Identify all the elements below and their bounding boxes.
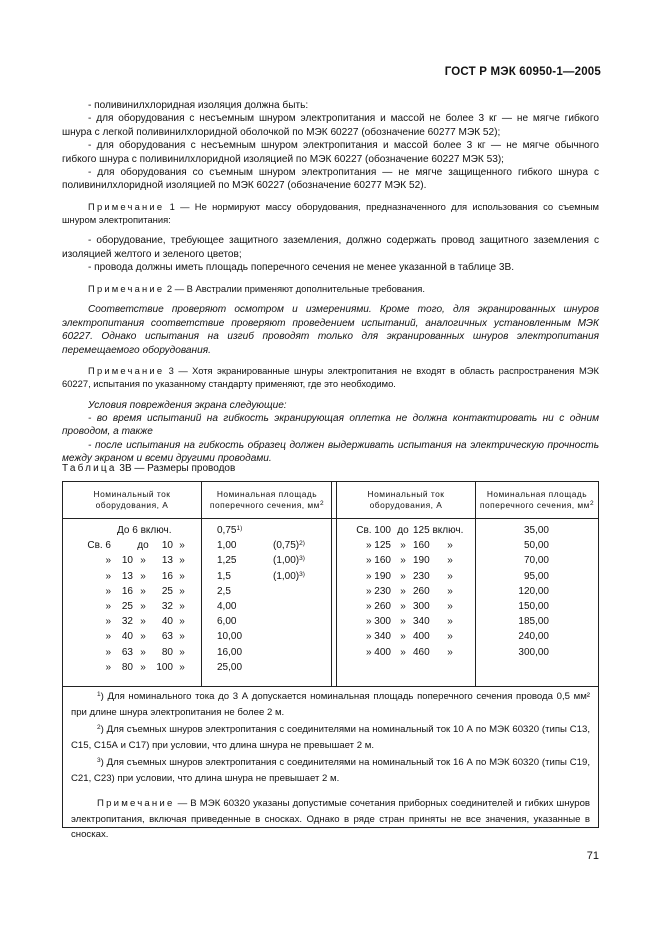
note-label: Примечание [88,365,165,377]
current-to: 260 [413,585,430,597]
current-to: 25 [161,585,173,597]
range-word: » [400,570,406,582]
current-prefix: » [105,631,111,643]
footnote [71,755,590,786]
area-alt-value: $(1,00)^{3)}$ [273,570,305,582]
paragraph: - оборудование, требующее защитного заземления, должно содержать провод защитного заземления с изоляцией желтого и зеленого цветов; [62,235,599,260]
range-word: » [400,585,406,597]
current-from: 25 [121,601,133,612]
current-prefix: » [105,555,111,567]
current-prefix: » 190 [365,570,391,582]
current-to: 340 [413,616,430,628]
paragraph: - провода должны иметь площадь поперечного сечения не менее указанной в таблице 3В. [88,262,515,274]
paragraph: - поливинилхлоридная изоляция должна быть: [88,100,309,111]
ditto-mark: » [179,616,185,628]
paragraph: - для оборудования с несъемным шнуром электропитания и массой не более 3 кг — не мягче гибкого шнура с легкой поливинилхлоридной оболочкой по МЭК 60227 (обозначение 60277 МЭК 52); [62,113,599,138]
header-sup: 2 [589,500,595,507]
current-to: 230 [413,570,430,582]
current-prefix: » [105,661,111,673]
current-to: 63 [161,631,173,643]
range-word: » [140,631,146,643]
table-divider [63,686,598,687]
ditto-mark: » [447,555,453,567]
area-value: 240,00 [518,631,549,643]
current-from: 16 [121,585,133,597]
note-3 [62,365,599,391]
note-text: 1 — Не нормируют массу оборудования, предназначенного для использования со съемным шнуром электропитания: [62,200,599,225]
range-word: » [400,631,406,643]
current-to: 160 [413,540,430,552]
note-text: 3 — Хотя экранированные шнуры электропитания не входят в область распространения МЭК 60227, испытания по указанному стандарту применяют, где это необходимо. [62,365,599,389]
compliance-paragraph: Соответствие проверяют осмотром и измерениями. Кроме того, для экранированных шнуров электропитания соответствие проверяют проведением испытаний, аналогичных установленным МЭК 60227. Однако испытания на изгиб проводят только для экранированных шнуров электропитания перемещаемого оборудования. [62,304,599,356]
note-text: — В МЭК 60320 указаны допустимые сочетания приборных соединителей и гибких шнуров электропитания, включая приведенные в сносках. Однако в ряде стран приняты не все значения, указанные в сносках. [71,798,590,840]
area-value: 1,00 [217,540,237,552]
note-2 [62,283,599,296]
footnote-ref: 1) [236,525,243,532]
area-value: 25,00 [217,661,243,673]
area-value: 10,00 [217,631,243,643]
footnote-mark: 3 [97,757,101,764]
range-word: » [140,616,146,628]
current-from: 10 [121,555,133,567]
note-label: Примечание [88,200,165,212]
paragraph: Условия повреждения экрана следующие: [88,399,287,411]
column-header: Номинальный ток оборудования, А [367,489,445,510]
range-word: до [397,525,409,536]
column-header [203,489,331,511]
area-alt-value: $(1,00)^{3)}$ [273,555,305,567]
range-word: » [400,646,406,658]
ditto-mark: » [447,631,453,643]
wire-size-table [62,481,599,840]
footnote-ref: 2) [299,540,305,548]
table-note [71,796,590,843]
footnote-text: ) Для номинального тока до 3 А допускается номинальная площадь поперечного сечения провода 0,5 мм² при длине шнура электропитания не более 2 м. [71,691,590,718]
ditto-mark: » [179,631,185,643]
area-value: 300,00 [518,646,549,658]
area-value: 185,00 [518,616,549,628]
current-prefix: » [105,616,111,628]
current-prefix: » 300 [365,616,391,628]
document-header: ГОСТ Р МЭК 60950-1—2005 [444,66,601,78]
current-to: 13 [161,555,173,567]
current-from: 32 [121,616,133,628]
column-header [477,489,597,511]
area-value: 150,00 [518,601,549,612]
ditto-mark: » [179,601,185,612]
paragraph: - для оборудования со съемным шнуром электропитания — не мягче защищенного гибкого шнура с поливинилхлоридной изоляцией по МЭК 60227 (обозначение 60277 МЭК 52). [62,167,599,192]
range-word: » [400,540,406,552]
current-to: 460 [413,646,430,658]
current-prefix: » [105,570,111,582]
page-number: 71 [586,850,599,862]
current-prefix: » 260 [365,601,391,612]
range-word: » [400,555,406,567]
current-to: 100 [156,661,173,673]
ditto-mark: » [447,570,453,582]
current-from: 40 [121,631,133,643]
table-footnotes [71,689,590,845]
current-to: 40 [161,616,173,628]
current-range: До 6 включ. [117,525,172,536]
current-prefix: » 340 [365,631,391,643]
header-text: Номинальная площадь поперечного сечения, мм [479,489,590,510]
range-word: » [140,570,146,582]
ditto-mark: » [179,646,185,658]
footnote [71,722,590,753]
ditto-mark: » [447,585,453,597]
paragraph: - для оборудования с несъемным шнуром электропитания и массой более 3 кг — не мягче обычного гибкого шнура с поливинилхлоридной изоляцией по МЭК 60227 (обозначение 60227 МЭК 53); [62,140,599,165]
current-prefix: » 160 [365,555,391,567]
column-header: Номинальный ток оборудования, А [93,489,171,510]
area-value: 1,25 [217,555,237,567]
area-value: 35,00 [523,525,549,536]
current-to: 190 [413,555,430,567]
paragraph: - во время испытаний на гибкость экранирующая оплетка не должна контактировать ни с одним проводом, а также [62,413,599,438]
ditto-mark: » [447,616,453,628]
area-value: 0,75$^{1)}$ [217,525,243,536]
current-prefix: Св. 6 [87,540,111,552]
footnote-ref: 3) [299,555,305,563]
ditto-mark: » [447,646,453,658]
current-from: 80 [121,661,133,673]
range-word: » [400,616,406,628]
table-divider [331,482,332,686]
range-word: до [137,540,149,552]
footnote [71,689,590,720]
table-divider [201,482,202,686]
range-word: » [140,585,146,597]
table-caption [62,463,235,474]
current-from [111,538,133,553]
note-label: Примечание [88,282,165,294]
area-value: 120,00 [518,585,549,597]
current-to: 32 [161,601,173,612]
current-prefix: » 400 [365,646,391,658]
current-to: 80 [161,646,173,658]
ditto-mark: » [179,555,185,567]
table-divider [63,518,598,519]
area-value: 2,5 [217,585,231,597]
current-to: 10 [161,540,173,552]
note-text: 2 — В Австралии применяют дополнительные требования. [164,282,425,294]
area-value: 50,00 [523,540,549,552]
current-to: 125 включ. [413,525,464,536]
range-word: » [140,555,146,567]
caption-text: 3В — Размеры проводов [116,463,236,474]
table-divider [336,482,337,686]
footnote-mark: 2 [97,724,101,731]
range-word: » [140,601,146,612]
header-text: Номинальная площадь поперечного сечения, мм [209,489,320,510]
current-to: 300 [413,601,430,612]
paragraph: - после испытания на гибкость образец должен выдерживать испытания на электрическую прочность между экраном и всеми другими проводами. [62,439,599,465]
current-prefix: » [105,646,111,658]
ditto-mark: » [447,601,453,612]
note-label: Примечание [97,798,175,809]
ditto-mark: » [179,570,185,582]
footnote-text: ) Для съемных шнуров электропитания с соединителями на номинальный ток 16 А по МЭК 60320 (типы С19, С21, С23) при условии, что длина шнура не превышает 2 м. [71,757,590,784]
area-value: 1,5 [217,570,231,582]
note-1 [62,201,599,227]
range-word: » [140,646,146,658]
area-value: 70,00 [523,555,549,567]
caption-label: Таблица [62,463,117,474]
current-prefix: Св. 100 [356,525,391,536]
footnote-mark: 1 [97,691,101,698]
current-from: 63 [121,646,133,658]
current-from: 13 [121,570,133,582]
current-prefix: » [105,601,111,612]
ditto-mark: » [179,661,185,673]
current-to: 16 [161,570,173,582]
current-prefix: » 125 [365,540,391,552]
ditto-mark: » [447,540,453,552]
current-to: 400 [413,631,430,643]
range-word: » [400,601,406,612]
header-sup: 2 [319,500,325,507]
area-value: 95,00 [523,570,549,582]
range-word: » [140,661,146,673]
current-prefix: » [105,585,111,597]
table-divider [475,482,476,686]
area-value: 16,00 [217,646,243,658]
area-value: 4,00 [217,601,237,612]
body-text [62,99,599,466]
ditto-mark: » [179,585,185,597]
footnote-text: ) Для съемных шнуров электропитания с соединителями на номинальный ток 10 А по МЭК 60320 (типы С13, С15, С15А и С17) при условии, что длина шнура не превышает 2 м. [71,724,590,751]
ditto-mark: » [179,540,185,552]
current-prefix: » 230 [365,585,391,597]
footnote-ref: 3) [299,570,305,578]
area-alt-value: $(0,75)^{2)}$ [273,540,305,552]
area-value: 6,00 [217,616,237,628]
